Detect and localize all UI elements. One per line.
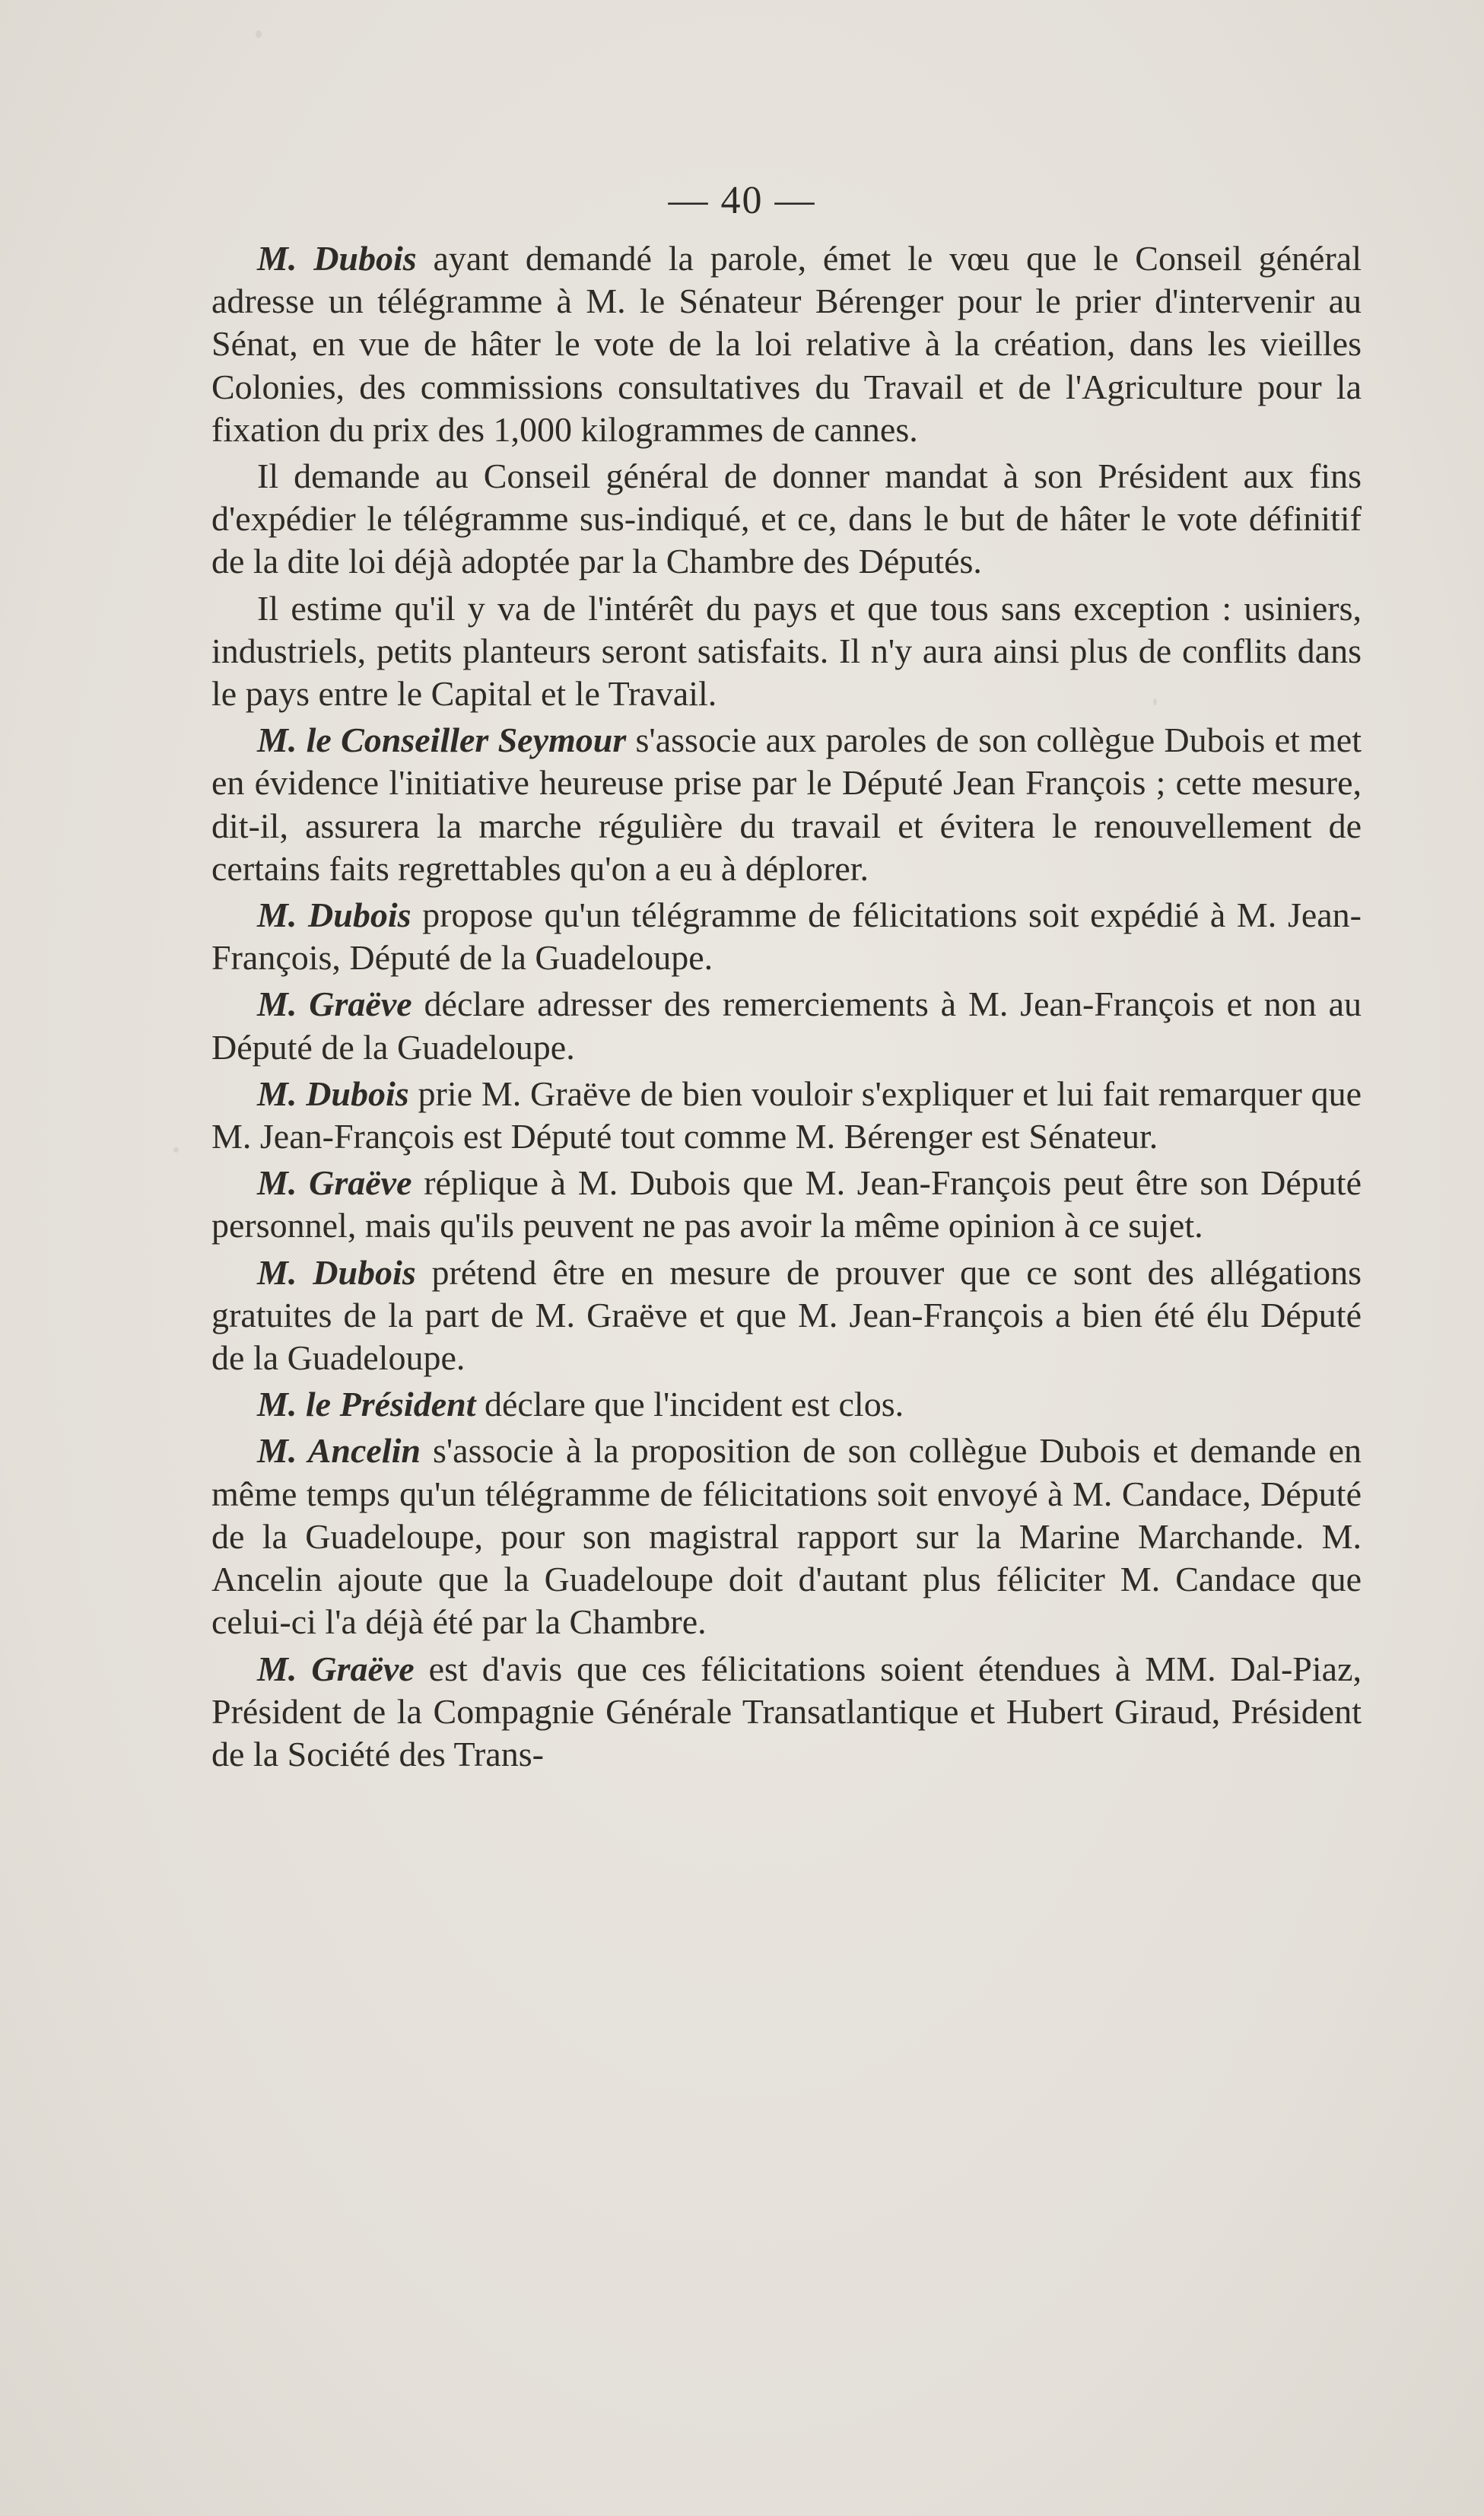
paragraph [211,894,1362,979]
paragraph [211,1073,1362,1158]
paragraph [211,455,1362,584]
speaker-name: M. Dubois [257,239,417,278]
paper-stain [173,1147,179,1153]
paragraph-text: Il estime qu'il y va de l'intérêt du pays et que tous sans exception : usiniers, industriels, petits planteurs seront satisfaits. Il n'y aura ainsi plus de conflits dans le pays entre le Capital et le Travail. [211,588,1362,714]
speaker-name: M. Ancelin [257,1431,421,1471]
speaker-name: M. Dubois [257,1252,416,1292]
page-number: — 40 — [668,179,816,222]
paragraph-text: réplique à M. Dubois que M. Jean-François peut être son Député personnel, mais qu'ils peuvent ne pas avoir la même opinion à ce sujet. [211,1163,1362,1245]
paragraph [211,587,1362,716]
document-body [211,237,1362,1780]
paragraph-text: prétend être en mesure de prouver que ce sont des allégations gratuites de la part de M. Graëve et que M. Jean-François a bien été élu Député de la Guadeloupe. [211,1252,1362,1378]
speaker-name: M. Graëve [257,1649,415,1688]
paragraph [211,1648,1362,1776]
paragraph-text: propose qu'un télégramme de félicitations soit expédié à M. Jean-François, Député de la Guadeloupe. [211,895,1362,978]
paragraph [211,719,1362,890]
speaker-name: M. Dubois [257,1074,409,1113]
paragraph-text: ayant demandé la parole, émet le vœu que le Conseil général adresse un télégramme à M. le Sénateur Bérenger pour le prier d'intervenir au Sénat, en vue de hâter le vote de la loi relative à la création, dans les vieilles Colonies, des commissions consultatives du Travail et de l'Agriculture pour la fixation du prix des 1,000 kilogrammes de cannes. [211,239,1362,449]
speaker-name: M. Graëve [257,1163,412,1203]
paragraph-text: déclare adresser des remerciements à M. Jean-François et non au Député de la Guadeloupe. [211,984,1362,1067]
speaker-name: M. le Conseiller Seymour [257,720,627,760]
paragraph-text: est d'avis que ces félicitations soient étendues à MM. Dal-Piaz, Président de la Compagnie Générale Transatlantique et Hubert Giraud, Président de la Société des Trans- [211,1649,1362,1773]
speaker-name: M. Dubois [257,895,412,935]
paper-stain [256,30,262,38]
paragraph [211,1252,1362,1380]
paragraph-text: prie M. Graëve de bien vouloir s'expliquer et lui fait remarquer que M. Jean-François est Député tout comme M. Bérenger est Sénateur. [211,1074,1362,1156]
paragraph [211,983,1362,1068]
speaker-name: M. le Président [257,1385,476,1424]
paragraph [211,1162,1362,1247]
paragraph-text: Il demande au Conseil général de donner mandat à son Président aux fins d'expédier le télégramme sus-indiqué, et ce, dans le but de hâter le vote définitif de la dite loi déjà adoptée par la Chambre des Députés. [211,456,1362,581]
speaker-name: M. Graëve [257,984,412,1024]
paragraph [211,237,1362,451]
paragraph [211,1383,1362,1426]
paragraph-text: s'associe aux paroles de son collègue Dubois et met en évidence l'initiative heureuse prise par le Député Jean François ; cette mesure, dit-il, assurera la marche régulière du travail et évitera le renouvellement de certains faits regrettables qu'on a eu à déplorer. [211,720,1362,888]
paragraph [211,1430,1362,1643]
paragraph-text: déclare que l'incident est clos. [475,1385,904,1424]
paragraph-text: s'associe à la proposition de son collègue Dubois et demande en même temps qu'un télégramme de félicitations soit envoyé à M. Candace, Député de la Guadeloupe, pour son magistral rapport sur la Marine Marchande. M. Ancelin ajoute que la Guadeloupe doit d'autant plus féliciter M. Candace que celui-ci l'a déjà été par la Chambre. [211,1431,1362,1642]
